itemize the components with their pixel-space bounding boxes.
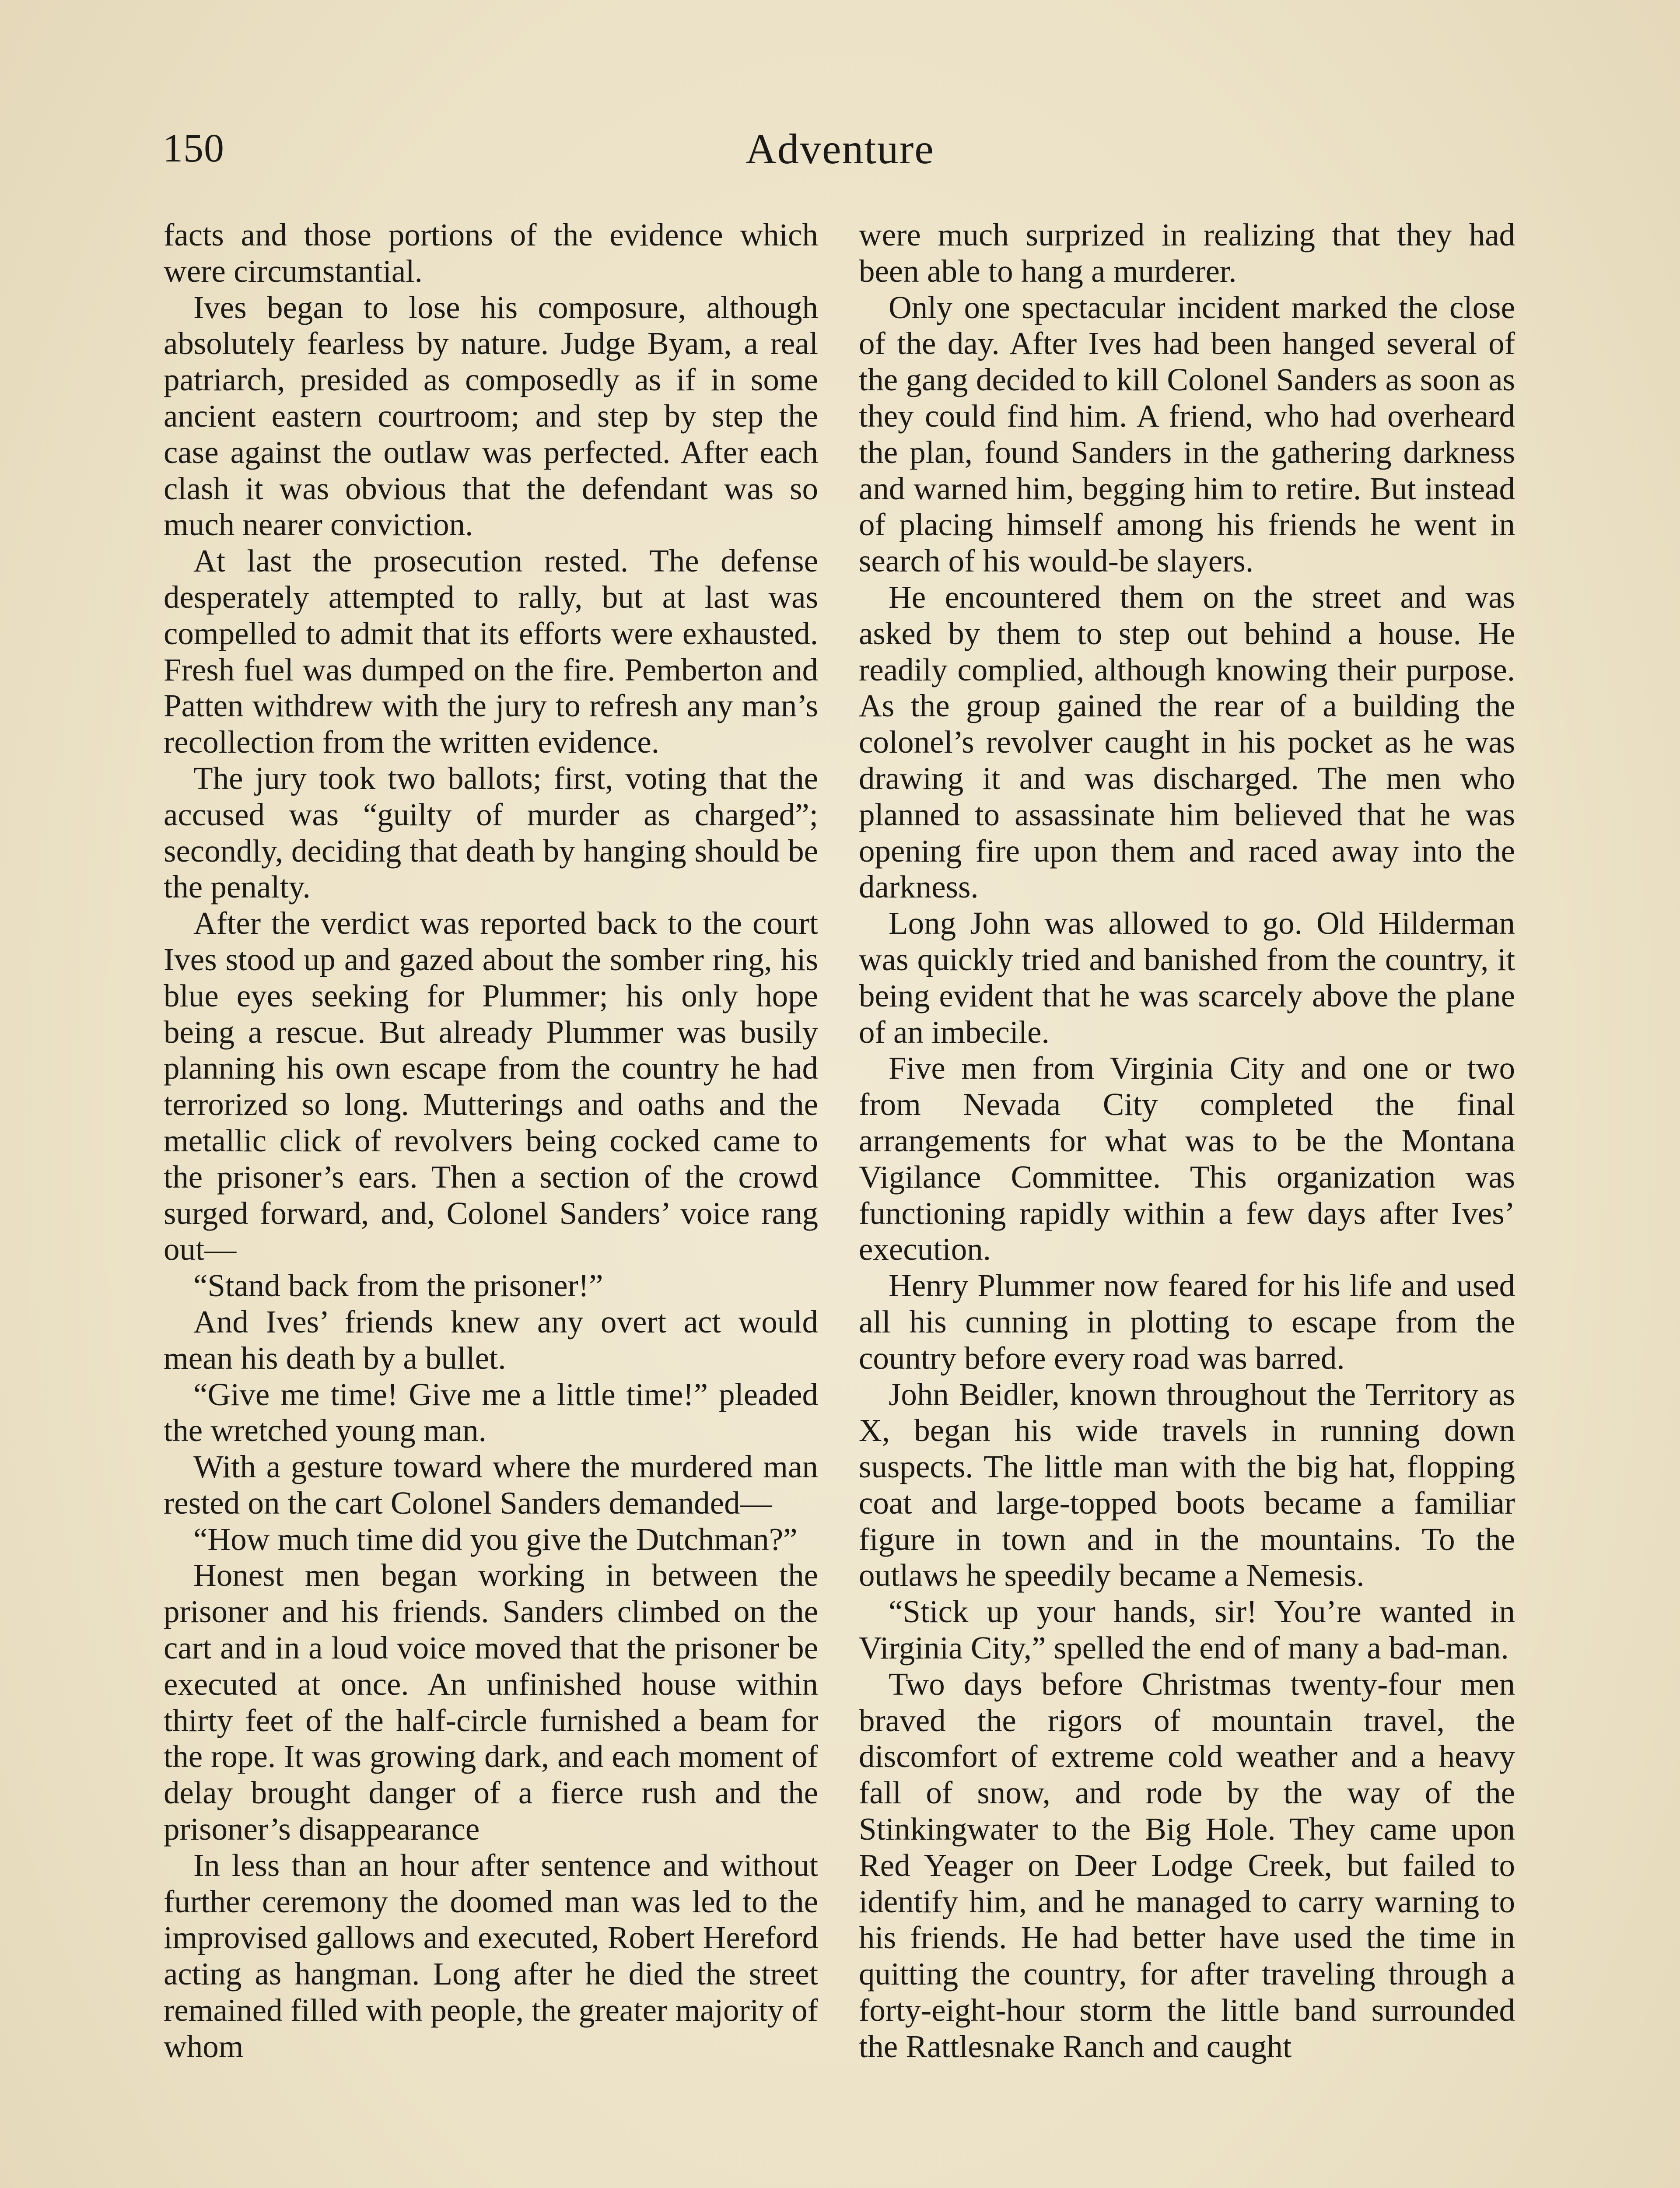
paragraph: Two days before Christmas twenty-four men braved the rigors of mountain travel, the discomfort of extreme cold weather and a heavy fall of snow, and rode by the way of the Stinkingwater to the Big Hole. They came upon Red Yeager on Deer Lodge Creek, but failed to identify him, and he managed to carry warning to his friends. He had better have used the time in quitting the country, for after traveling through a forty-eight-hour storm the little band surrounded the Rattlesnake Ranch and caught	[859, 1666, 1515, 2064]
page-number: 150	[163, 126, 224, 170]
right-column	[859, 217, 1515, 2065]
magazine-title: Adventure	[746, 126, 934, 173]
paragraph: “How much time did you give the Dutchman?”	[193, 1521, 798, 1557]
paragraph: The jury took two ballots; first, voting that the accused was “guilty of murder as charged”; secondly, deciding that death by hanging should be the penalty.	[164, 760, 818, 905]
paragraph: Five men from Virginia City and one or two from Nevada City completed the final arrangements for what was to be the Montana Vigilance Committee. This organization was functioning rapidly within a few days after Ives’ execution.	[859, 1050, 1515, 1267]
paragraph: Honest men began working in between the prisoner and his friends. Sanders climbed on the cart and in a loud voice moved that the prisoner be executed at once. An unfinished house within thirty feet of the half-circle furnished a beam for the rope. It was growing dark, and each moment of delay brought danger of a fierce rush and the prisoner’s disappearance	[164, 1557, 818, 1847]
left-column	[164, 217, 818, 2065]
paragraph: Ives began to lose his composure, although absolutely fearless by nature. Judge Byam, a real patriarch, presided as composedly as if in some ancient eastern courtroom; and step by step the case against the outlaw was perfected. After each clash it was obvious that the defendant was so much nearer conviction.	[164, 289, 818, 543]
paragraph: In less than an hour after sentence and without further ceremony the doomed man was led to the improvised gallows and executed, Robert Hereford acting as hangman. Long after he died the street remained filled with people, the greater majority of whom	[164, 1847, 818, 2064]
paragraph: And Ives’ friends knew any overt act would mean his death by a bullet.	[164, 1304, 818, 1376]
paragraph: “Stick up your hands, sir! You’re wanted in Virginia City,” spelled the end of many a bad-man.	[859, 1594, 1515, 1666]
paragraph: With a gesture toward where the murdered man rested on the cart Colonel Sanders demanded—	[164, 1449, 818, 1521]
paragraph: Only one spectacular incident marked the close of the day. After Ives had been hanged several of the gang decided to kill Colonel Sanders as soon as they could find him. A friend, who had overheard the plan, found Sanders in the gathering darkness and warned him, begging him to retire. But instead of placing himself among his friends he went in search of his would-be slayers.	[859, 289, 1515, 579]
paragraph: He encountered them on the street and was asked by them to step out behind a house. He readily complied, although knowing their purpose. As the group gained the rear of a building the colonel’s revolver caught in his pocket as he was drawing it and was discharged. The men who planned to assassinate him believed that he was opening fire upon them and raced away into the darkness.	[859, 579, 1515, 905]
paragraph: “Stand back from the prisoner!”	[193, 1268, 603, 1304]
paragraph: After the verdict was reported back to the court Ives stood up and gazed about the somber ring, his blue eyes seeking for Plummer; his only hope being a rescue. But already Plummer was busily planning his own escape from the country he had terrorized so long. Mutterings and oaths and the metallic click of revolvers being cocked came to the prisoner’s ears. Then a section of the crowd surged forward, and, Colonel Sanders’ voice rang out—	[164, 905, 818, 1267]
paragraph: John Beidler, known throughout the Territory as X, began his wide travels in running down suspects. The little man with the big hat, flopping coat and large-topped boots became a familiar figure in town and in the mountains. To the outlaws he speedily became a Nemesis.	[859, 1376, 1515, 1593]
paragraph: “Give me time! Give me a little time!” pleaded the wretched young man.	[164, 1376, 818, 1448]
paragraph: were much surprized in realizing that they had been able to hang a murderer.	[859, 217, 1515, 289]
paragraph: Henry Plummer now feared for his life and used all his cunning in plotting to escape from the country before every road was barred.	[859, 1268, 1515, 1376]
paragraph: Long John was allowed to go. Old Hilderman was quickly tried and banished from the country, it being evident that he was scarcely above the plane of an imbecile.	[859, 905, 1515, 1050]
paragraph: At last the prosecution rested. The defense desperately attempted to rally, but at last was compelled to admit that its efforts were exhausted. Fresh fuel was dumped on the fire. Pemberton and Patten withdrew with the jury to refresh any man’s recollection from the written evidence.	[164, 543, 818, 760]
paragraph: facts and those portions of the evidence which were circumstantial.	[164, 217, 818, 289]
